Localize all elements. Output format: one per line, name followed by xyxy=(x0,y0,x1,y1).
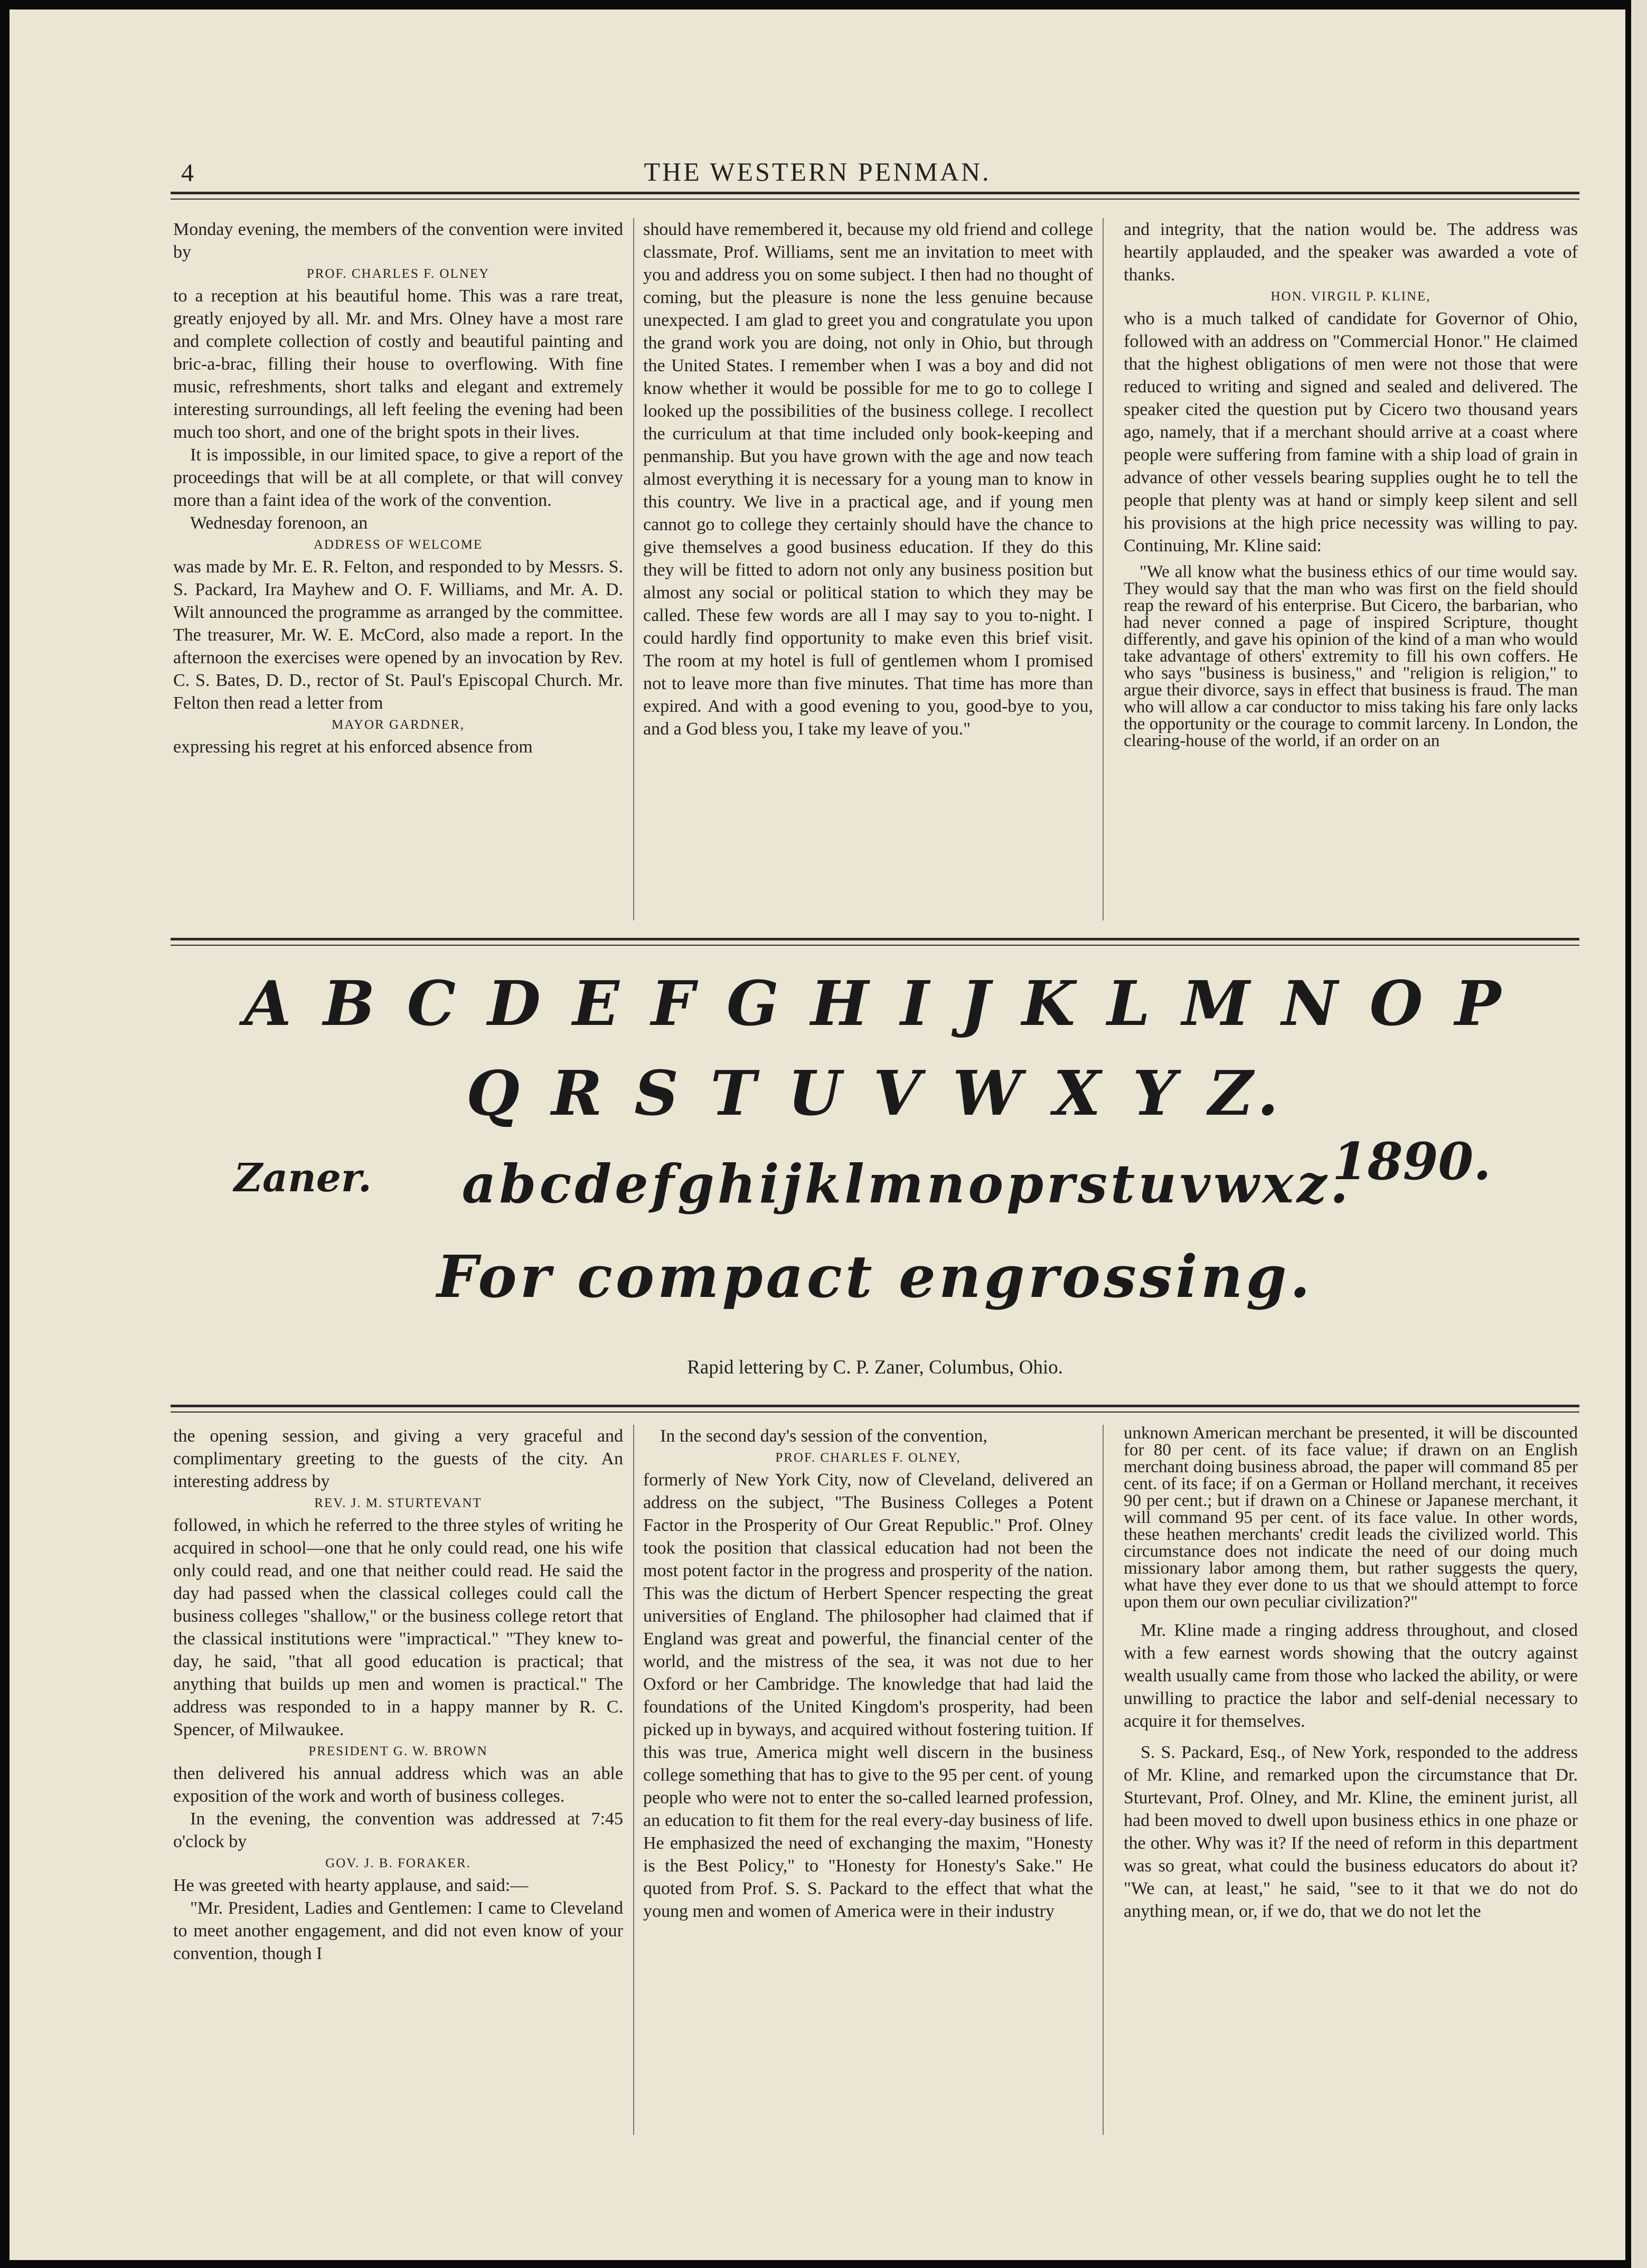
plate-rule-bottom-thick xyxy=(171,1405,1579,1407)
speaker-heading: PRESIDENT G. W. BROWN xyxy=(308,1744,488,1758)
speaker-heading: HON. VIRGIL P. KLINE, xyxy=(1270,289,1431,304)
paragraph: who is a much talked of candidate for Governor of Ohio, followed with an address on "Commercial Honor." He claimed that the highest obligations of men were not those that were reduced to writing and signed and sealed and delivered. The speaker cited the question put by Cicero two thousand years ago, namely, that if a merchant should arrive at a coast where people were suffering from famine with a ship load of grain in advance of other vessels bearing supplies ought he to tell the people that plenty was at hand or simply keep silent and sell his provisions at the high price necessity was willing to pay. Continuing, Mr. Kline said: xyxy=(1124,309,1578,556)
paragraph: to a reception at his beautiful home. This was a rare treat, greatly enjoyed by all. Mr. and Mrs. Olney have a most rare and complete collection of costly and beautiful painting and bric-a-brac, filling their house to overflowing. With fine music, refreshments, short talks and elegant and extremely interesting surroundings, all left feeling the evening had been much too short, and one of the bright spots in their lives. xyxy=(173,286,623,442)
paragraph: should have remembered it, because my old friend and college classmate, Prof. Williams, sent me an invitation to meet with you and address you on some subject. I then had no thought of coming, but the pleasure is none the less genuine because unexpected. I am glad to greet you and congratulate you upon the grand work you are doing, not only in Ohio, but through the United States. I remember when I was a boy and did not know whether it would be possible for me to go to college I looked up the possibilities of the business college. I recollect the curriculum at that time included only book-keeping and penmanship. But you have grown with the age and now teach almost everything it is necessary for a young man to know in this country. We live in a practical age, and if young men cannot go to college they certainly should have the chance to give themselves a good business education. If they do this they will be fitted to adorn not only any business position but almost any social or political station to which they may be called. These few words are all I may say to you to-night. I could hardly find opportunity to make even this brief visit. The room at my hotel is full of gentlemen whom I promised not to leave more than five minutes. That time has more than expired. And with a good evening to you, good-bye to you, and a God bless you, I take my leave of you." xyxy=(643,220,1093,739)
paragraph: and integrity, that the nation would be. The address was heartily applauded, and the speaker was awarded a vote of thanks. xyxy=(1124,220,1578,285)
paragraph: S. S. Packard, Esq., of New York, responded to the address of Mr. Kline, and remarked upon the circumstance that Dr. Sturtevant, Prof. Olney, and Mr. Kline, the eminent jurist, all had been moved to dwell upon business ethics in one phaze or the other. Why was it? If the need of reform in this department was so great, what could the business educators do about it? "We can, at least," he said, "see to it that we do not do anything mean, or, if we do, that we do not let the xyxy=(1124,1743,1578,1921)
header-rule-thick xyxy=(171,192,1579,194)
paragraph: In the second day's session of the convention, xyxy=(660,1426,987,1446)
lowercase-alphabet: abcdefghijklmnoprstuvwxz. xyxy=(462,1153,1352,1215)
adjacent-page-edge xyxy=(1631,0,1647,2268)
capitals-line-1: A B C D E F G H I J K L M N O P xyxy=(243,968,1507,1040)
paragraph: Wednesday forenoon, an xyxy=(190,513,368,533)
paragraph: "Mr. President, Ladies and Gentlemen: I came to Cleveland to meet another engagement, and did not even know of your convention, though I xyxy=(173,1898,623,1963)
running-header xyxy=(10,156,1625,193)
quotation: unknown American merchant be presented, it will be discounted for 80 per cent. of its face value; if drawn on an English merchant doing business abroad, the paper will command 85 per cent. of its face; if on a German or Holland merchant, it receives 90 per cent.; but if drawn on a Chinese or Japanese merchant, it will command 95 per cent. of its face value. In other words, these heathen merchants' credit leads the civilized world. This circumstance does not indicate the need of our doing much missionary labor among them, but rather suggests the query, what have they ever done to us that we should attempt to force upon them our own peculiar civilization?" xyxy=(1124,1424,1578,1612)
motto-line: For compact engrossing. xyxy=(437,1243,1313,1311)
bottom-column-1 xyxy=(173,1425,623,1965)
paragraph: then delivered his annual address which was an able exposition of the work and worth of business colleges. xyxy=(173,1764,623,1806)
paragraph: was made by Mr. E. R. Felton, and responded to by Messrs. S. S. Packard, Ira Mayhew and O. F. Williams, and Mr. A. D. Wilt announced the programme as arranged by the committee. The treasurer, Mr. W. E. McCord, also made a report. In the afternoon the exercises were opened by an invocation by Rev. C. S. Bates, D. D., rector of St. Paul's Episcopal Church. Mr. Felton then read a letter from xyxy=(173,557,623,713)
quotation: "We all know what the business ethics of our time would say. They would say that the man who was first on the field should reap the reward of his enterprise. But Cicero, the barbarian, who had never conned a page of inspired Scripture, thought differently, and gave his opinion of the kind of a man who would take advantage of others' extremity to fill his own coffers. He who says "business is business," and "religion is religion," to argue their divorce, says in effect that business is fraud. The man who will allow a car conductor to miss taking his fare only lacks the opportunity or the courage to commit larceny. In London, the clearing-house of the world, if an order on an xyxy=(1124,562,1578,750)
plate-rule-top-thick xyxy=(171,938,1579,940)
plate-rule-top-thin xyxy=(171,945,1579,946)
numerals: 1890. xyxy=(1332,1132,1491,1191)
paragraph: the opening session, and giving a very graceful and complimentary greeting to the guests of the city. An interesting address by xyxy=(173,1426,623,1491)
speaker-heading: GOV. J. B. FORAKER. xyxy=(325,1856,471,1870)
paragraph: formerly of New York City, now of Cleveland, delivered an address on the subject, "The Business Colleges a Potent Factor in the Prosperity of Our Great Republic." Prof. Olney took the position that classical education had not been the most potent factor in the progress and prosperity of the nation. This was the dictum of Herbert Spencer respecting the great universities of England. The philosopher had claimed that if England was great and powerful, the financial center of the world, and the mistress of the sea, it was not due to her Oxford or her Cambridge. The knowledge that had laid the foundations of the United Kingdom's prosperity, had been picked up in byways, and acquired without fostering tuition. If this was true, America might well discern in the business college something that has to give to the 95 per cent. of young people who were not to enter the so-called learned profession, an education to fit them for the real every-day business of life. He emphasized the need of exchanging the maxim, "Honesty is the Best Policy," to "Honesty for Honesty's Sake." He quoted from Prof. S. S. Packard to the effect that what the young men and women of America were in their industry xyxy=(643,1470,1093,1921)
signature-zaner: Zaner. xyxy=(234,1155,372,1201)
section-heading: ADDRESS OF WELCOME xyxy=(313,538,483,552)
paragraph: Mr. Kline made a ringing address throughout, and closed with a few earnest words showing that the outcry against wealth usually came from those who lacked the ability, or were unwilling to practice the labor and self-denial necessary to acquire it for themselves. xyxy=(1124,1621,1578,1731)
paragraph: followed, in which he referred to the three styles of writing he acquired in school—one that he only could read, one his wife only could read, and one that neither could read. He said the day had passed when the classical colleges could call the business colleges "shallow," or the business college retort that the classical institutions were "impractical." "They knew to-day, he said, "that all good education is practical; that anything that builds up men and women is practical." The address was responded to in a happy manner by R. C. Spencer, of Milwaukee. xyxy=(173,1516,623,1739)
speaker-heading: REV. J. M. STURTEVANT xyxy=(314,1496,482,1510)
capitals-line-2: Q R S T U V W X Y Z. xyxy=(466,1058,1284,1130)
top-column-2 xyxy=(643,218,1093,740)
header-rule-thin xyxy=(171,199,1579,200)
column-divider xyxy=(633,1425,634,2135)
plate-caption: Rapid lettering by C. P. Zaner, Columbus, Ohio. xyxy=(687,1357,1063,1378)
column-divider xyxy=(1103,218,1104,920)
bottom-column-3 xyxy=(1124,1425,1578,1923)
journal-title: THE WESTERN PENMAN. xyxy=(644,157,991,186)
paragraph: In the evening, the convention was addressed at 7:45 o'clock by xyxy=(173,1809,623,1851)
speaker-heading: MAYOR GARDNER, xyxy=(331,718,465,732)
paragraph: He was greeted with hearty applause, and said:— xyxy=(173,1876,529,1895)
bottom-column-2 xyxy=(643,1425,1093,1923)
paragraph: Monday evening, the members of the convention were invited by xyxy=(173,220,623,262)
column-divider xyxy=(633,218,634,920)
top-column-3 xyxy=(1124,218,1578,749)
page-number: 4 xyxy=(181,159,194,187)
speaker-heading: PROF. CHARLES F. OLNEY, xyxy=(775,1451,961,1465)
top-column-1 xyxy=(173,218,623,758)
paragraph: It is impossible, in our limited space, to give a report of the proceedings that will be at all complete, or that will convey more than a faint idea of the work of the convention. xyxy=(173,445,623,510)
lettering-plate xyxy=(171,957,1579,1385)
column-divider xyxy=(1103,1425,1104,2135)
plate-rule-bottom-thin xyxy=(171,1411,1579,1413)
paragraph: expressing his regret at his enforced absence from xyxy=(173,737,533,757)
speaker-heading: PROF. CHARLES F. OLNEY xyxy=(306,267,490,281)
newspaper-page xyxy=(10,10,1625,2260)
